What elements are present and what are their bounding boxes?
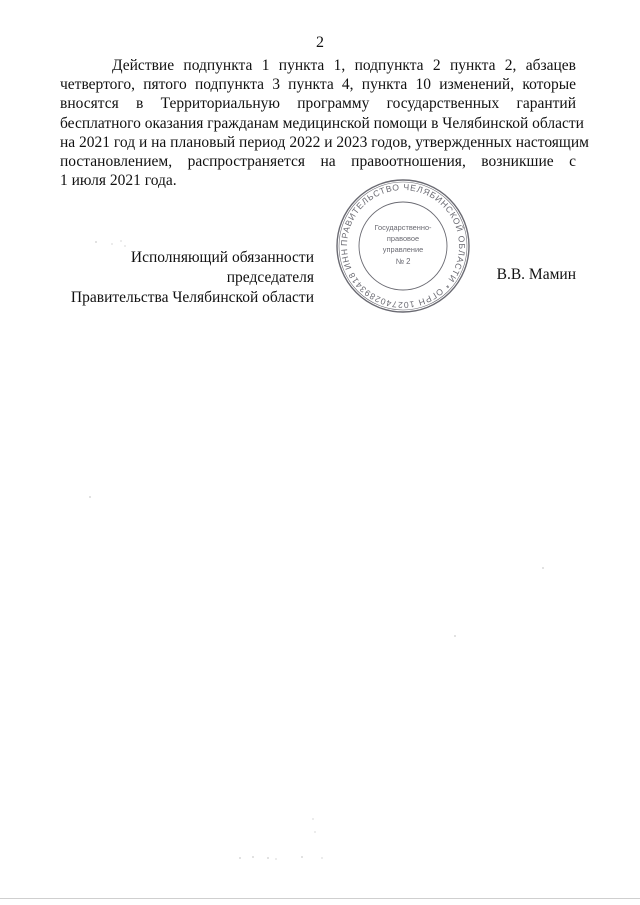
seal-center-text: правовое bbox=[386, 234, 420, 243]
scan-edge-line bbox=[0, 898, 640, 899]
body-paragraph bbox=[60, 56, 589, 190]
seal-graphic bbox=[335, 178, 471, 314]
seal-outer-text: ПРАВИТЕЛЬСТВО ЧЕЛЯБИНСКОЙ ОБЛАСТИ * ОГРН 1027402893418 ИНН bbox=[338, 181, 468, 311]
seal-center-text: № 2 bbox=[395, 257, 411, 266]
seal-center-text: управление bbox=[382, 245, 424, 254]
body-line: бесплатного оказания гражданам медицинской помощи в Челябинской области bbox=[60, 114, 584, 132]
body-line: вносятся в Территориальную программу государственных гарантий bbox=[60, 95, 576, 113]
signatory-title-line: Исполняющий обязанности председателя bbox=[130, 249, 314, 286]
page-number: 2 bbox=[316, 34, 324, 51]
body-line: 1 июля 2021 года. bbox=[60, 172, 177, 190]
signatory-title-line: Правительства Челябинской области bbox=[70, 289, 314, 306]
signatory-title bbox=[54, 248, 314, 308]
seal-center-text: Государственно- bbox=[374, 223, 432, 232]
body-line: Действие подпункта 1 пункта 1, подпункта 2 пункта 2, абзацев bbox=[112, 57, 576, 74]
official-seal bbox=[335, 178, 471, 314]
signatory-name: В.В. Мамин bbox=[496, 266, 576, 283]
body-line: четвертого, пятого подпункта 3 пункта 4, пункта 10 изменений, которые bbox=[60, 76, 576, 94]
body-line: постановлением, распространяется на правоотношения, возникшие с bbox=[60, 153, 576, 171]
body-line: на 2021 год и на плановый период 2022 и 2023 годов, утвержденных настоящим bbox=[60, 133, 589, 151]
